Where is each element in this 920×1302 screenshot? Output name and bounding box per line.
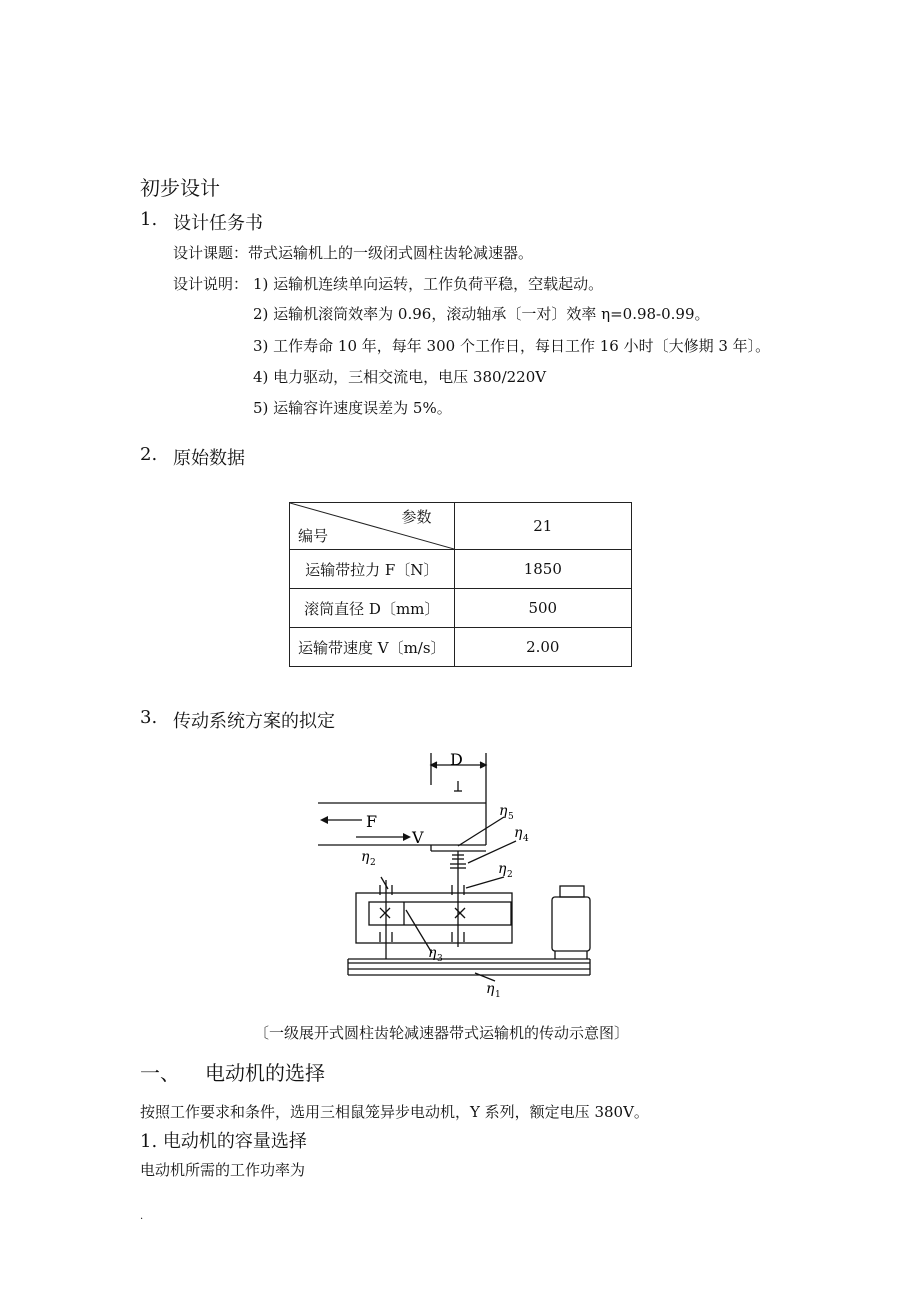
transmission-diagram	[300, 745, 600, 1007]
eta1-symbol: η	[486, 981, 495, 997]
section3-number: 3.	[140, 707, 158, 728]
design-item-3: 3) 工作寿命 10 年，每年 300 个工作日，每日工作 16 小时〔大修期 3 年〕。	[253, 337, 771, 355]
subsection-title: 1. 电动机的容量选择	[140, 1131, 307, 1152]
diagram-caption: 〔一级展开式圆柱齿轮减速器带式运输机的传动示意图〕	[254, 1024, 630, 1042]
label-D: D	[450, 750, 463, 769]
eta3-subscript: 3	[437, 954, 443, 964]
design-item-5: 5) 运输容许速度误差为 5%。	[253, 399, 452, 417]
design-item-4: 4) 电力驱动，三相交流电，电压 380/220V	[253, 368, 547, 386]
subsection-text: 电动机所需的工作功率为	[140, 1161, 306, 1179]
label-F: F	[366, 812, 378, 831]
section1-number: 1.	[140, 209, 158, 230]
table-header-row	[290, 503, 632, 550]
section2-title: 原始数据	[173, 448, 245, 469]
table-row	[290, 589, 632, 628]
page-heading: 初步设计	[140, 176, 220, 200]
row-value-force: 1850	[454, 550, 631, 589]
row-value-speed: 2.00	[454, 628, 631, 667]
chapter1-intro: 按照工作要求和条件，选用三相鼠笼异步电动机，Y 系列，额定电压 380V。	[140, 1103, 649, 1121]
eta1-subscript: 1	[495, 990, 501, 1000]
eta4-symbol: η	[514, 825, 523, 841]
eta2-left-subscript: 2	[370, 858, 376, 868]
label-V: V	[412, 828, 424, 847]
footer-dot: .	[140, 1211, 144, 1222]
design-explain-label: 设计说明：	[173, 275, 249, 293]
eta2-left-symbol: η	[361, 849, 370, 865]
table-row	[290, 550, 632, 589]
eta5-subscript: 5	[508, 812, 514, 822]
chapter1-number: 一、	[140, 1061, 180, 1085]
section3-title: 传动系统方案的拟定	[173, 711, 335, 732]
header-param-label: 参数	[401, 508, 432, 526]
row-label-diameter: 滚筒直径 D〔mm〕	[290, 589, 455, 628]
parameter-table	[289, 502, 632, 667]
design-topic: 设计课题：带式运输机上的一级闭式圆柱齿轮减速器。	[173, 244, 534, 262]
eta2-right-symbol: η	[498, 861, 507, 877]
row-label-force: 运输带拉力 F〔N〕	[290, 550, 455, 589]
eta3-symbol: η	[428, 945, 437, 961]
eta2-right-subscript: 2	[507, 870, 513, 880]
header-no-label: 编号	[298, 527, 329, 545]
design-item-1: 1) 运输机连续单向运转，工作负荷平稳，空载起动。	[253, 275, 604, 293]
eta5-symbol: η	[499, 803, 508, 819]
header-value-cell: 21	[454, 503, 631, 550]
diagonal-header-cell	[290, 503, 455, 550]
design-item-2: 2) 运输机滚筒效率为 0.96，滚动轴承〔一对〕效率 η=0.98-0.99。	[253, 305, 710, 323]
chapter1-title: 电动机的选择	[205, 1061, 325, 1085]
section2-number: 2.	[140, 444, 158, 465]
eta4-subscript: 4	[523, 834, 529, 844]
row-label-speed: 运输带速度 V〔m/s〕	[290, 628, 455, 667]
row-value-diameter: 500	[454, 589, 631, 628]
table-row	[290, 628, 632, 667]
section1-title: 设计任务书	[173, 213, 263, 234]
